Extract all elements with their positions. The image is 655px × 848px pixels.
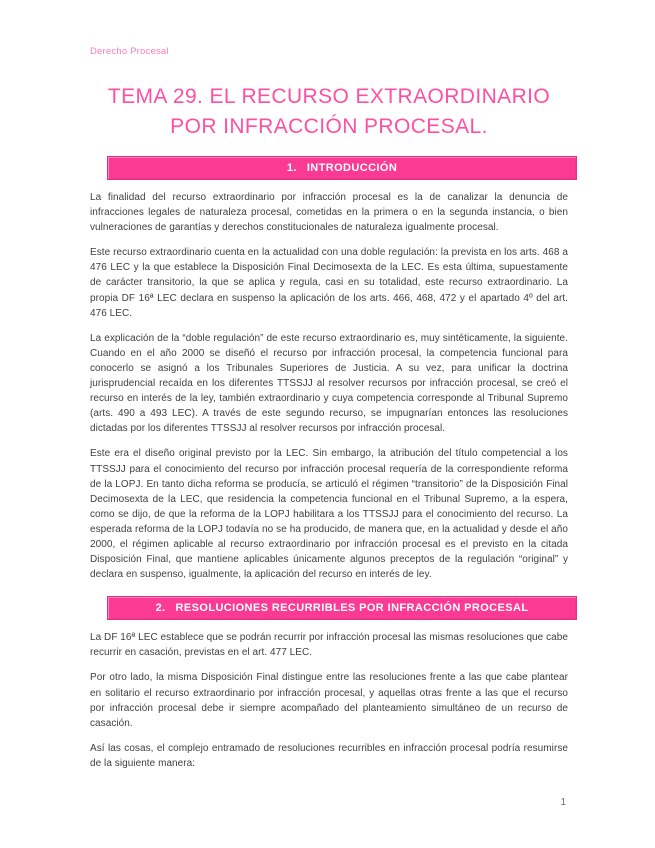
paragraph: Así las cosas, el complejo entramado de resoluciones recurribles en infracción procesal podría resumirse de la siguiente manera: bbox=[90, 742, 568, 769]
paragraph: Este recurso extraordinario cuenta en la actualidad con una doble regulación: la prevista en los arts. 468 a 476 LEC y la que establece la Disposición Final Decimosexta de la LEC. Es esta última, supuestamente de carácter transitorio, la que se aplica y regula, casi en su totalidad, este recurso extraordinario. La propia DF 16ª LEC declara en suspenso la aplicación de los arts. 466, 468, 472 y el apartado 4º del art. 476 LEC. bbox=[90, 247, 568, 319]
paragraph: La finalidad del recurso extraordinario por infracción procesal es la de canalizar la denuncia de infracciones legales de naturaleza procesal, cometidas en la primera o en la segunda instancia, o bien vulneraciones de garantías y derechos constitucionales de naturaleza igualmente procesal. bbox=[90, 192, 568, 234]
paragraph: Este era el diseño original previsto por la LEC. Sin embargo, la atribución del título competencial a los TTSSJJ para el conocimiento del recurso por infracción procesal requería de la correspondiente reforma de la LOPJ. En tanto dicha reforma se producía, se articuló el régimen “transitorio” de la Disposición Final Decimosexta de la LEC, que residencia la competencia funcional en el Tribunal Supremo, a la espera, como se dijo, de que la reforma de la LOPJ habilitara a los TTSSJJ para el conocimiento del recurso. La esperada reforma de la LOPJ todavía no se ha producido, de manera que, en la actualidad y desde el año 2000, el régimen aplicable al recurso extraordinario por infracción procesal es el previsto en la citada Disposición Final, que mantiene aplicables únicamente algunos preceptos de la regulación “original” y declara en suspenso, igualmente, la aplicación del recurso en interés de ley. bbox=[90, 448, 568, 581]
paragraph: Por otro lado, la misma Disposición Final distingue entre las resoluciones frente a las que cabe plantear en solitario el recurso extraordinario por infracción procesal, y aquellas otras frente a las que el recurso por infracción procesal debe ir siempre acompañado del planteamiento simultáneo de un recurso de casación. bbox=[90, 672, 568, 729]
course-label: Derecho Procesal bbox=[90, 46, 169, 57]
section-number: 2. bbox=[155, 602, 166, 615]
paragraph: La explicación de la “doble regulación” de este recurso extraordinario es, muy sintéticamente, la siguiente. Cuando en el año 2000 se diseñó el recurso por infracción procesal, la competencia funcional para conocerlo se asignó a los Tribunales Superiores de Justicia. A su vez, para unificar la doctrina jurisprudencial recaída en los diferentes TTSSJJ al resolver recursos por infracción procesal, se creó el recurso en interés de la ley, también extraordinario y cuya competencia corresponde al Tribunal Supremo (arts. 490 a 493 LEC). A través de este segundo recurso, se impugnarían entonces las resoluciones dictadas por los diferentes TTSSJJ al resolver recursos por infracción procesal. bbox=[90, 332, 568, 435]
page-number: 1 bbox=[560, 797, 566, 808]
section-heading-resoluciones-recurribles bbox=[107, 596, 577, 620]
section-heading-introduccion bbox=[107, 156, 577, 180]
section-number: 1. bbox=[286, 162, 297, 174]
section-heading-label: RESOLUCIONES RECURRIBLES POR INFRACCIÓN PROCESAL bbox=[175, 602, 529, 615]
paragraph: La DF 16ª LEC establece que se podrán recurrir por infracción procesal las mismas resoluciones que cabe recurrir en casación, previstas en el art. 477 LEC. bbox=[90, 632, 568, 659]
page-title: TEMA 29. EL RECURSO EXTRAORDINARIO POR INFRACCIÓN PROCESAL. bbox=[107, 85, 551, 138]
section-heading-label: INTRODUCCIÓN bbox=[306, 162, 398, 174]
